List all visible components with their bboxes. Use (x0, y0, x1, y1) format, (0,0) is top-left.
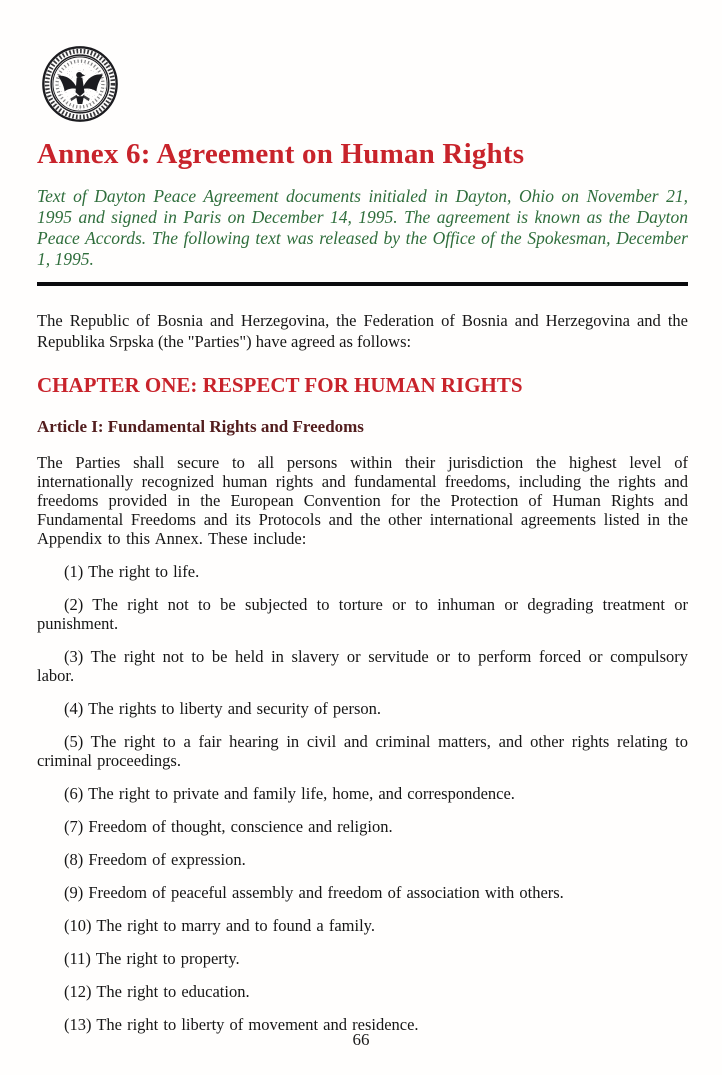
chapter-heading: CHAPTER ONE: RESPECT FOR HUMAN RIGHTS (37, 373, 523, 398)
list-item-right-3: (3) The right not to be held in slavery or servitude or to perform forced or compulsory labor. (37, 647, 688, 686)
page-number: 66 (352, 1030, 370, 1049)
article-heading: Article I: Fundamental Rights and Freedoms (37, 416, 364, 436)
document-title: Annex 6: Agreement on Human Rights (37, 138, 525, 170)
intro-note: Text of Dayton Peace Agreement documents initialed in Dayton, Ohio on November 21, 1995 and signed in Paris on December 14, 1995. The agreement is known as the Dayton Peace Accords. The following text was released by the Office of the Spokesman, December 1, 1995. (37, 186, 688, 270)
list-item-right-1: (1) The right to life. (64, 562, 200, 582)
list-item-right-7: (7) Freedom of thought, conscience and religion. (64, 817, 393, 837)
list-item-right-4: (4) The rights to liberty and security of person. (64, 699, 381, 719)
document-content (0, 45, 722, 1034)
rights-list (37, 562, 688, 1034)
list-item-right-11: (11) The right to property. (64, 949, 240, 969)
list-item-right-6: (6) The right to private and family life, home, and correspondence. (64, 784, 515, 804)
list-item-right-5: (5) The right to a fair hearing in civil and criminal matters, and other rights relating to criminal proceedings. (37, 732, 688, 771)
preamble-paragraph: The Republic of Bosnia and Herzegovina, the Federation of Bosnia and Herzegovina and the Republika Srpska (the "Parties") have agreed as follows: (37, 311, 688, 352)
horizontal-rule (37, 282, 688, 286)
list-item-right-9: (9) Freedom of peaceful assembly and freedom of association with others. (64, 883, 564, 903)
list-item-right-2: (2) The right not to be subjected to torture or to inhuman or degrading treatment or punishment. (37, 595, 688, 634)
list-item-right-10: (10) The right to marry and to found a family. (64, 916, 375, 936)
list-item-right-8: (8) Freedom of expression. (64, 850, 246, 870)
us-state-department-seal-icon (40, 45, 120, 123)
list-item-right-13: (13) The right to liberty of movement and residence. (64, 1015, 419, 1035)
article-body-paragraph: The Parties shall secure to all persons within their jurisdiction the highest level of internationally recognized human rights and fundamental freedoms, including the rights and freedoms provided in the European Convention for the Protection of Human Rights and Fundamental Freedoms and its Protocols and the other international agreements listed in the Appendix to this Annex. These include: (37, 453, 688, 549)
list-item-right-12: (12) The right to education. (64, 982, 250, 1002)
